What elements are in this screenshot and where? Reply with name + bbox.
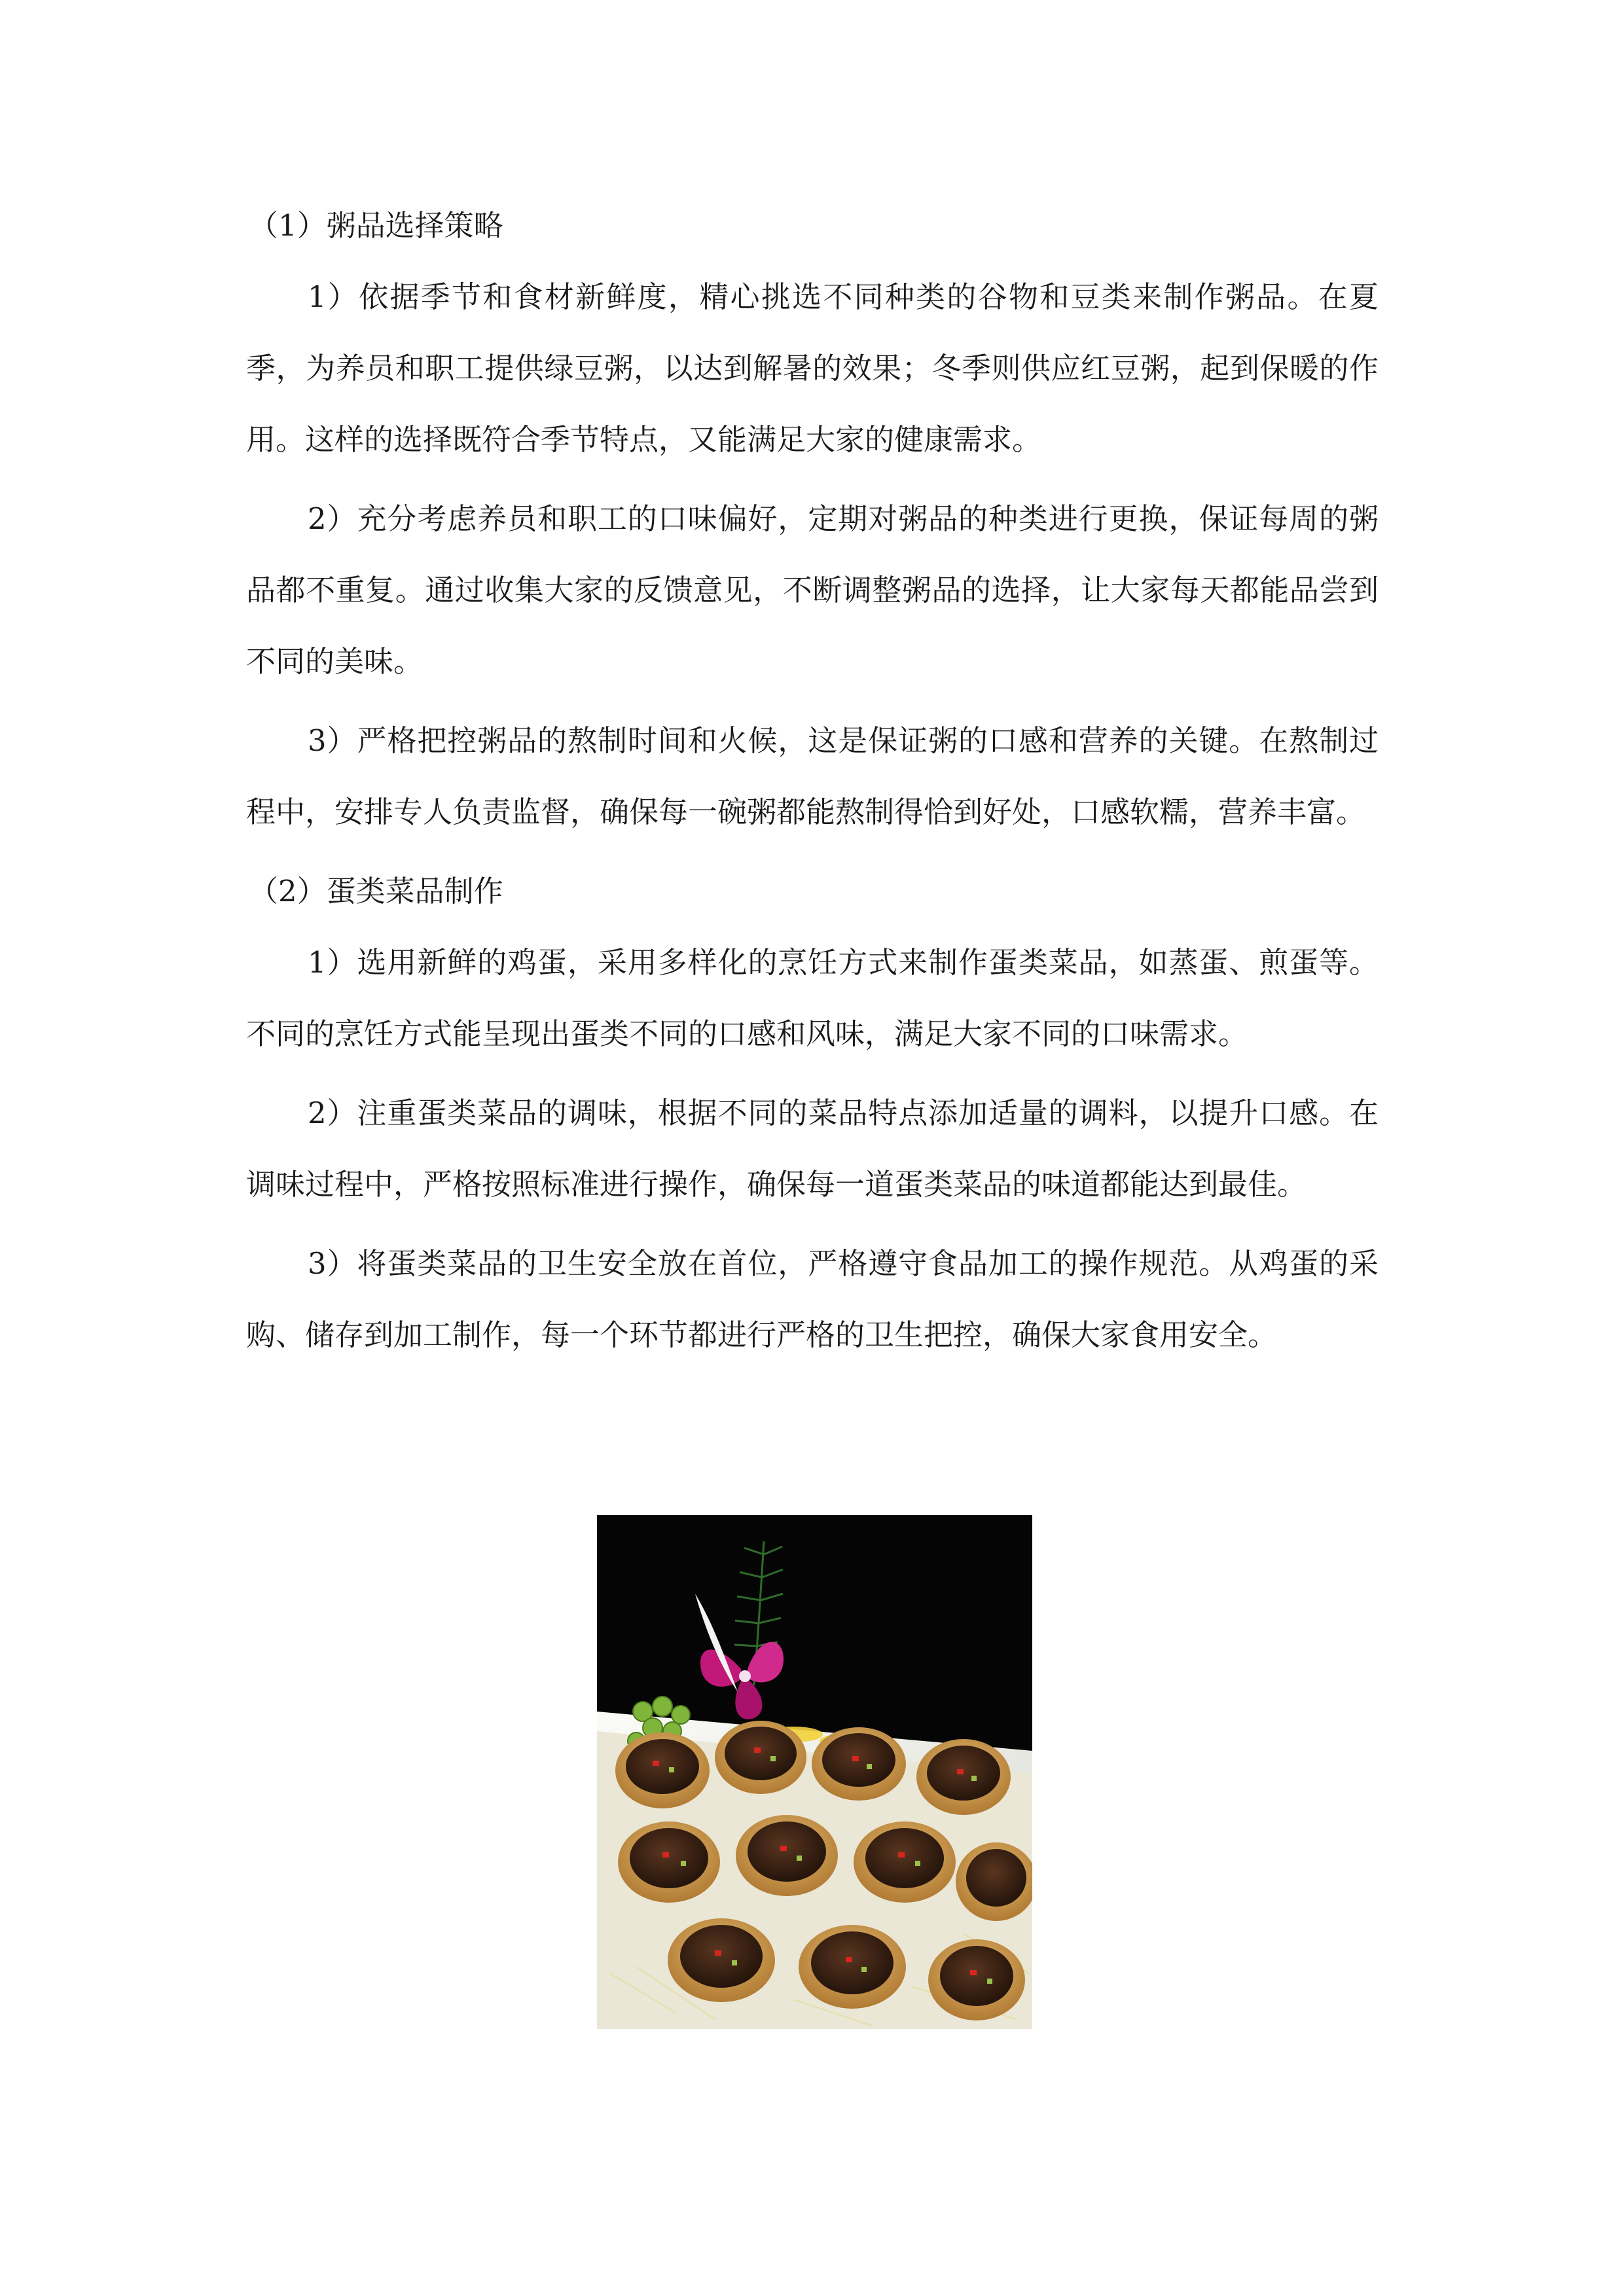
section-heading-egg-dishes: （2）蛋类菜品制作 [249,874,503,908]
body-text [246,190,1379,1371]
paragraph: 3）将蛋类菜品的卫生安全放在首位，严格遵守食品加工的操作规范。从鸡蛋的采购、储存到加工制作，每一个环节都进行严格的卫生把控，确保大家食用安全。 [246,1246,1379,1352]
food-photo [597,1515,1032,2029]
food-photo-tartlets-icon [597,1515,1032,2029]
paragraph: 3）严格把控粥品的熬制时间和火候，这是保证粥的口感和营养的关键。在熬制过程中，安排专人负责监督，确保每一碗粥都能熬制得恰到好处，口感软糯，营养丰富。 [246,723,1379,829]
paragraph: 1）选用新鲜的鸡蛋，采用多样化的烹饪方式来制作蛋类菜品，如蒸蛋、煎蛋等。不同的烹饪方式能呈现出蛋类不同的口感和风味，满足大家不同的口味需求。 [246,945,1379,1051]
paragraph: 1）依据季节和食材新鲜度，精心挑选不同种类的谷物和豆类来制作粥品。在夏季，为养员和职工提供绿豆粥，以达到解暑的效果；冬季则供应红豆粥，起到保暖的作用。这样的选择既符合季节特点，又能满足大家的健康需求。 [246,279,1379,457]
section-heading-porridge: （1）粥品选择策略 [249,208,503,243]
paragraph: 2）注重蛋类菜品的调味，根据不同的菜品特点添加适量的调料，以提升口感。在调味过程中，严格按照标准进行操作，确保每一道蛋类菜品的味道都能达到最佳。 [246,1096,1379,1202]
paragraph: 2）充分考虑养员和职工的口味偏好，定期对粥品的种类进行更换，保证每周的粥品都不重复。通过收集大家的反馈意见，不断调整粥品的选择，让大家每天都能品尝到不同的美味。 [246,501,1379,679]
